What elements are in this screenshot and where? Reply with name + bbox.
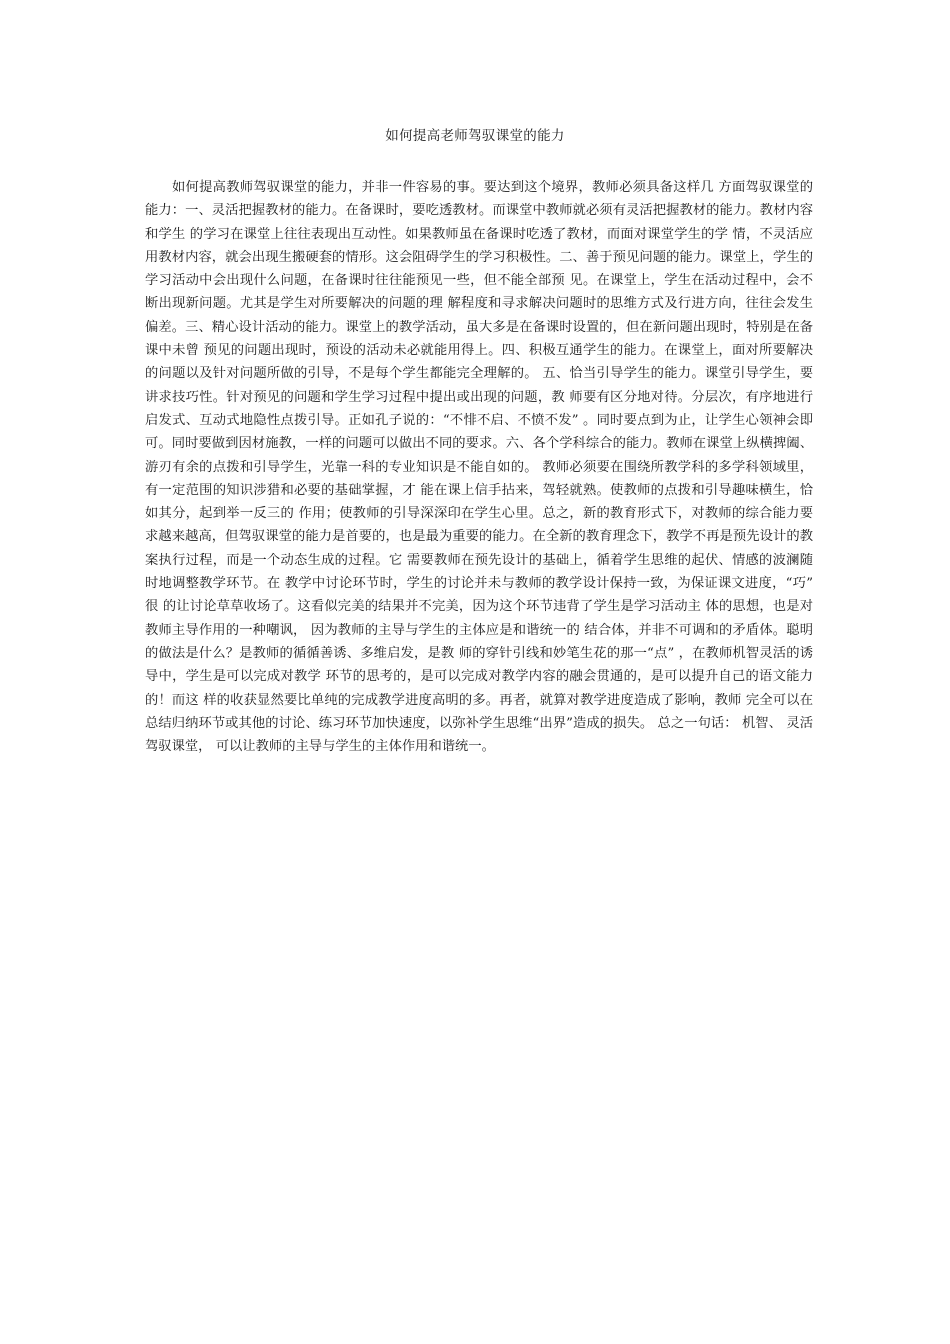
document-body-paragraph: 如何提高教师驾驭课堂的能力，并非一件容易的事。要达到这个境界，教师必须具备这样几 方面驾驭课堂的能力：一、灵活把握教材的能力。在备课时，要吃透教材。而课堂中教师就必须有灵活把握教材的能力。教材内容和学生 的学习在课堂上往往表现出互动性。如果教师虽在备课时吃透了教材，而面对课堂学生的学 情，不灵活应用教材内容，就会出现生搬硬套的情形。这会阻碍学生的学习积极性。二、善于预见问题的能力。课堂上，学生的学习活动中会出现什么问题，在备课时往往能预见一些，但不能全部预 见。在课堂上，学生在活动过程中，会不断出现新问题。尤其是学生对所要解决的问题的理 解程度和寻求解决问题时的思维方式及行进方向，往往会发生偏差。三、精心设计活动的能力。课堂上的教学活动，虽大多是在备课时设置的，但在新问题出现时，特别是在备课中未曾 预见的问题出现时，预设的活动未必就能用得上。四、积极互通学生的能力。在课堂上，面对所要解决的问题以及针对问题所做的引导，不是每个学生都能完全理解的。 五、恰当引导学生的能力。课堂引导学生，要讲求技巧性。针对预见的问题和学生学习过程中提出或出现的问题，教 师要有区分地对待。分层次，有序地进行启发式、互动式地隐性点拨引导。正如孔子说的：“不悱不启、不愤不发” 。同时要点到为止，让学生心领神会即可。同时要做到因材施教，一样的问题可以做出不同的要求。六、各个学科综合的能力。教师在课堂上纵横捭阖、游刃有余的点拨和引导学生，光靠一科的专业知识是不能自如的。 教师必须要在围绕所教学科的多学科领域里， 有一定范围的知识涉猎和必要的基础掌握，才 能在课上信手拈来，驾轻就熟。使教师的点拨和引导趣味横生，恰如其分，起到举一反三的 作用；使教师的引导深深印在学生心里。总之，新的教育形式下，对教师的综合能力要求越来越高，但驾驭课堂的能力是首要的，也是最为重要的能力。在全新的教育理念下，教学不再是预先设计的教案执行过程，而是一个动态生成的过程。它 需要教师在预先设计的基础上，循着学生思维的起伏、情感的波澜随时地调整教学环节。在 教学中讨论环节时，学生的讨论并未与教师的教学设计保持一致，为保证课文进度，“巧” 很 的让讨论草草收场了。这看似完美的结果并不完美，因为这个环节违背了学生是学习活动主 体的思想，也是对教师主导作用的一种嘲讽， 因为教师的主导与学生的主体应是和谐统一的 结合体，并非不可调和的矛盾体。聪明的做法是什么？是教师的循循善诱、多维启发，是教 师的穿针引线和妙笔生花的那一“点” ，在教师机智灵活的诱导中，学生是可以完成对教学 环节的思考的，是可以完成对教学内容的融会贯通的，是可以提升自己的语文能力的！而这 样的收获显然要比单纯的完成教学进度高明的多。再者，就算对教学进度造成了影响，教师 完全可以在总结归纳环节或其他的讨论、练习环节加快速度，以弥补学生思维“出界”造成的损失。 总之一句话： 机智、 灵活驾驭课堂， 可以让教师的主导与学生的主体作用和谐统一。: [145, 180, 813, 755]
document-title: 如何提高老师驾驭课堂的能力: [385, 128, 565, 144]
